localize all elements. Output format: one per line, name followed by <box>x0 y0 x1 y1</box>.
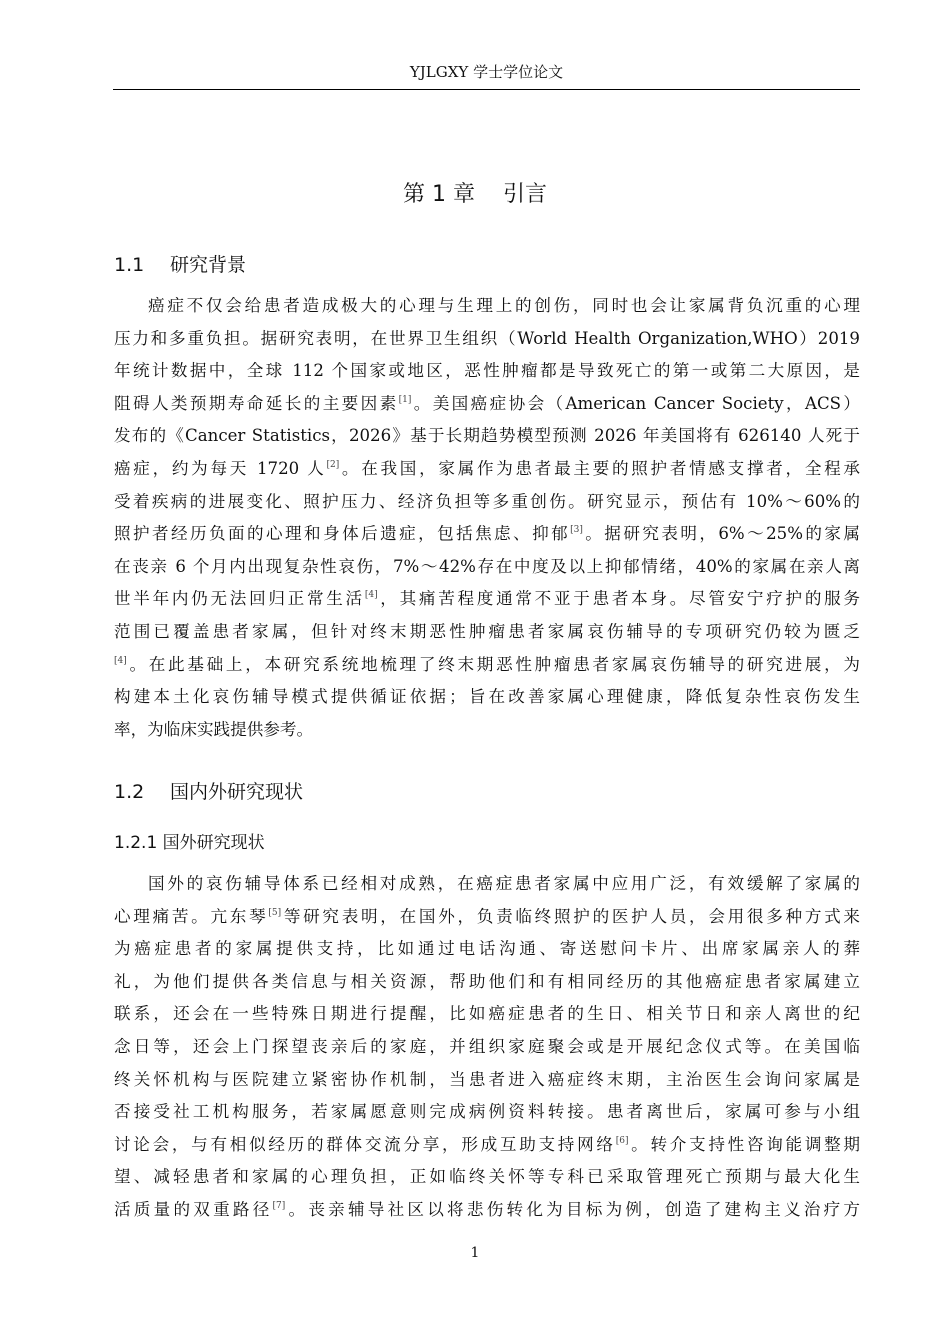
page-number: 1 <box>470 1245 480 1261</box>
citation-ref[interactable]: [3] <box>570 525 583 536</box>
chapter-number: 第 1 章 <box>403 182 475 207</box>
section-number: 1.2 <box>114 781 145 803</box>
header-rule <box>113 89 860 90</box>
text-line: 受着疾病的进展变化、照护压力、经济负担等多重创伤。研究显示，预估有 10%～60%的 <box>114 491 860 511</box>
citation-ref[interactable]: [4] <box>364 590 378 601</box>
text-line: 癌症不仅会给患者造成极大的心理与生理上的创伤，同时也会让家属背负沉重的心理 <box>148 296 860 315</box>
section-title: 研究背景 <box>170 254 247 276</box>
text-line: 国外的哀伤辅导体系已经相对成熟，在癌症患者家属中应用广泛，有效缓解了家属的 <box>148 874 860 893</box>
section-number: 1.1 <box>114 254 145 276</box>
section-title: 国内外研究现状 <box>170 781 304 803</box>
text-line: 构建本土化哀伤辅导模式提供循证依据；旨在改善家属心理健康，降低复杂性哀伤发生 <box>114 687 860 707</box>
paragraph-foreign-research <box>114 868 860 1227</box>
chapter-title <box>0 180 950 210</box>
text-line: 讨论会，与有相似经历的群体交流分享，形成互助支持网络[6]。转介支持性咨询能调整期 <box>114 1134 860 1154</box>
citation-ref[interactable]: [7] <box>272 1200 286 1211</box>
text-line: 癌症，约为每天 1720 人[2]。在我国，家属作为患者最主要的照护者情感支撑者，全程承 <box>114 458 860 478</box>
text-line: 阻碍人类预期寿命延长的主要因素[1]。美国癌症协会（American Cancer Society，ACS） <box>114 393 860 413</box>
text-line: 照护者经历负面的心理和身体后遗症，包括焦虑、抑郁[3]。据研究表明，6%～25%的家属 <box>114 524 860 544</box>
text-line: 年统计数据中，全球 112 个国家或地区，恶性肿瘤都是导致死亡的第一或第二大原因，是 <box>114 361 860 381</box>
text-line: 压力和多重负担。据研究表明，在世界卫生组织（World Health Organization,WHO）2019 <box>114 328 860 348</box>
text-line: 否接受社工机构服务，若家属愿意则完成病例资料转接。患者离世后，家属可参与小组 <box>114 1102 860 1122</box>
text-line: 念日等，还会上门探望丧亲后的家庭，并组织家庭聚会或是开展纪念仪式等。在美国临 <box>114 1036 860 1056</box>
citation-ref[interactable]: [2] <box>326 459 340 470</box>
text-line: 活质量的双重路径[7]。丧亲辅导社区以将悲伤转化为目标为例，创造了建构主义治疗方 <box>114 1199 860 1219</box>
text-line: 望、减轻患者和家属的心理负担，正如临终关怀等专科已采取管理死亡预期与最大化生 <box>114 1167 860 1187</box>
text-line: 范围已覆盖患者家属，但针对终末期恶性肿瘤患者家属哀伤辅导的专项研究仍较为匮乏 <box>114 621 860 641</box>
text-line: 率，为临床实践提供参考。 <box>114 719 314 739</box>
paragraph-research-background <box>114 290 860 746</box>
text-line: 为癌症患者的家属提供支持，比如通过电话沟通、寄送慰问卡片、出席家属亲人的葬 <box>114 939 860 959</box>
section-heading-1-2 <box>114 779 303 805</box>
text-line: 礼，为他们提供各类信息与相关资源，帮助他们和有相同经历的其他癌症患者家属建立 <box>114 971 860 991</box>
citation-ref[interactable]: [5] <box>268 907 282 918</box>
text-line: 心理痛苦。亢东琴[5]等研究表明，在国外，负责临终照护的医护人员，会用很多种方式来 <box>114 906 860 926</box>
citation-ref[interactable]: [1] <box>398 394 412 405</box>
text-line: 在丧亲 6 个月内出现复杂性哀伤，7%～42%存在中度及以上抑郁情绪，40%的家属在亲人离 <box>114 556 860 576</box>
subsection-heading-1-2-1: 1.2.1 国外研究现状 <box>114 833 265 853</box>
chapter-name: 引言 <box>502 182 547 207</box>
text-line: 世半年内仍无法回归正常生活[4]，其痛苦程度通常不亚于患者本身。尽管安宁疗护的服务 <box>114 589 860 609</box>
citation-ref[interactable]: [4] <box>114 655 127 666</box>
text-line: 终关怀机构与医院建立紧密协作机制，当患者进入癌症终末期，主治医生会询问家属是 <box>114 1069 860 1089</box>
running-header: YJLGXY 学士学位论文 <box>409 63 564 81</box>
text-line: 联系，还会在一些特殊日期进行提醒，比如癌症患者的生日、相关节日和亲人离世的纪 <box>114 1004 860 1024</box>
citation-ref[interactable]: [6] <box>615 1135 629 1146</box>
text-line: 发布的《Cancer Statistics，2026》基于长期趋势模型预测 2026 年美国将有 626140 人死于 <box>114 426 860 446</box>
text-line: [4]。在此基础上，本研究系统地梳理了终末期恶性肿瘤患者家属哀伤辅导的研究进展，为 <box>114 654 860 674</box>
section-heading-1-1 <box>114 252 246 278</box>
